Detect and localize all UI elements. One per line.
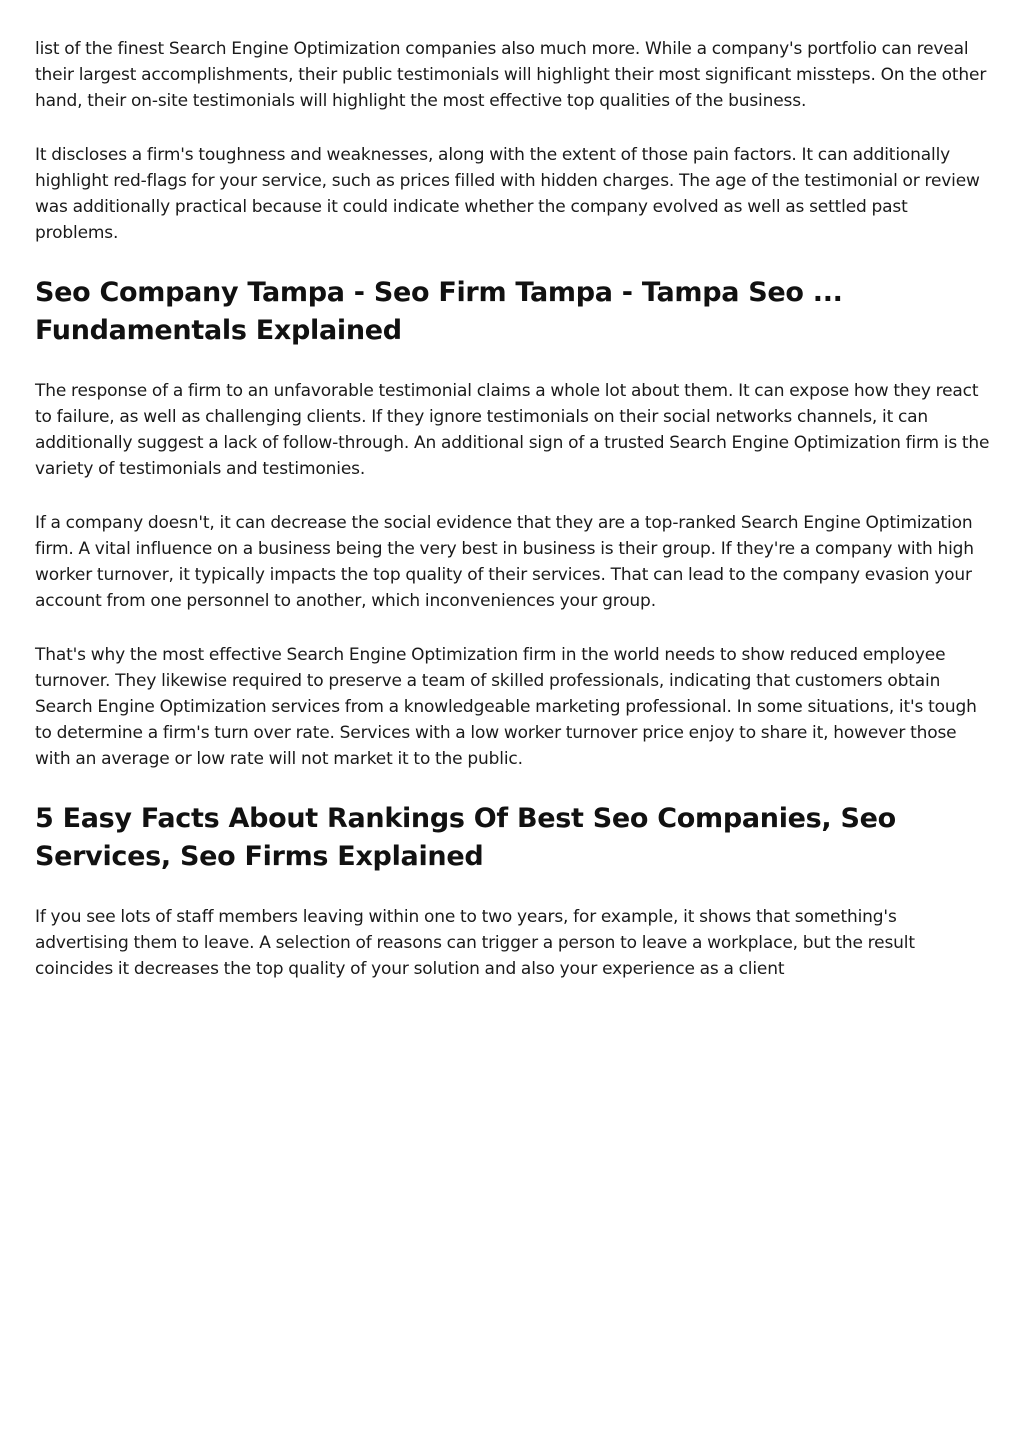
heading-easy-facts-rankings: 5 Easy Facts About Rankings Of Best Seo Companies, Seo Services, Seo Firms Explained	[35, 803, 896, 872]
document-page	[35, 36, 995, 1010]
paragraph-portfolio-testimonials: list of the finest Search Engine Optimization companies also much more. While a company's portfolio can reveal their largest accomplishments, their public testimonials will highlight their most significant missteps. On the other hand, their on-site testimonials will highlight the most effective top qualities of the business.	[35, 39, 987, 111]
heading-seo-company-tampa: Seo Company Tampa - Seo Firm Tampa - Tampa Seo ... Fundamentals Explained	[35, 277, 843, 346]
paragraph-staff-leaving: If you see lots of staff members leaving within one to two years, for example, it shows that something's advertising them to leave. A selection of reasons can trigger a person to leave a workplace, but the result coincides it decreases the top quality of your solution and also your experience as a client	[35, 907, 915, 979]
paragraph-employee-turnover: That's why the most effective Search Engine Optimization firm in the world needs to show reduced employee turnover. They likewise required to preserve a team of skilled professionals, indicating that customers obtain Search Engine Optimization services from a knowledgeable marketing professional. In some situations, it's tough to determine a firm's turn over rate. Services with a low worker turnover price enjoy to share it, however those with an average or low rate will not market it to the public.	[35, 645, 977, 769]
paragraph-strengths-weaknesses: It discloses a firm's toughness and weaknesses, along with the extent of those pain factors. It can additionally highlight red-flags for your service, such as prices filled with hidden charges. The age of the testimonial or review was additionally practical because it could indicate whether the company evolved as well as settled past problems.	[35, 145, 980, 243]
paragraph-unfavorable-testimonial: The response of a firm to an unfavorable testimonial claims a whole lot about them. It can expose how they react to failure, as well as challenging clients. If they ignore testimonials on their social networks channels, it can additionally suggest a lack of follow-through. An additional sign of a trusted Search Engine Optimization firm is the variety of testimonials and testimonies.	[35, 381, 990, 479]
paragraph-social-evidence: If a company doesn't, it can decrease the social evidence that they are a top-ranked Search Engine Optimization firm. A vital influence on a business being the very best in business is their group. If they're a company with high worker turnover, it typically impacts the top quality of their services. That can lead to the company evasion your account from one personnel to another, which inconveniences your group.	[35, 513, 974, 611]
